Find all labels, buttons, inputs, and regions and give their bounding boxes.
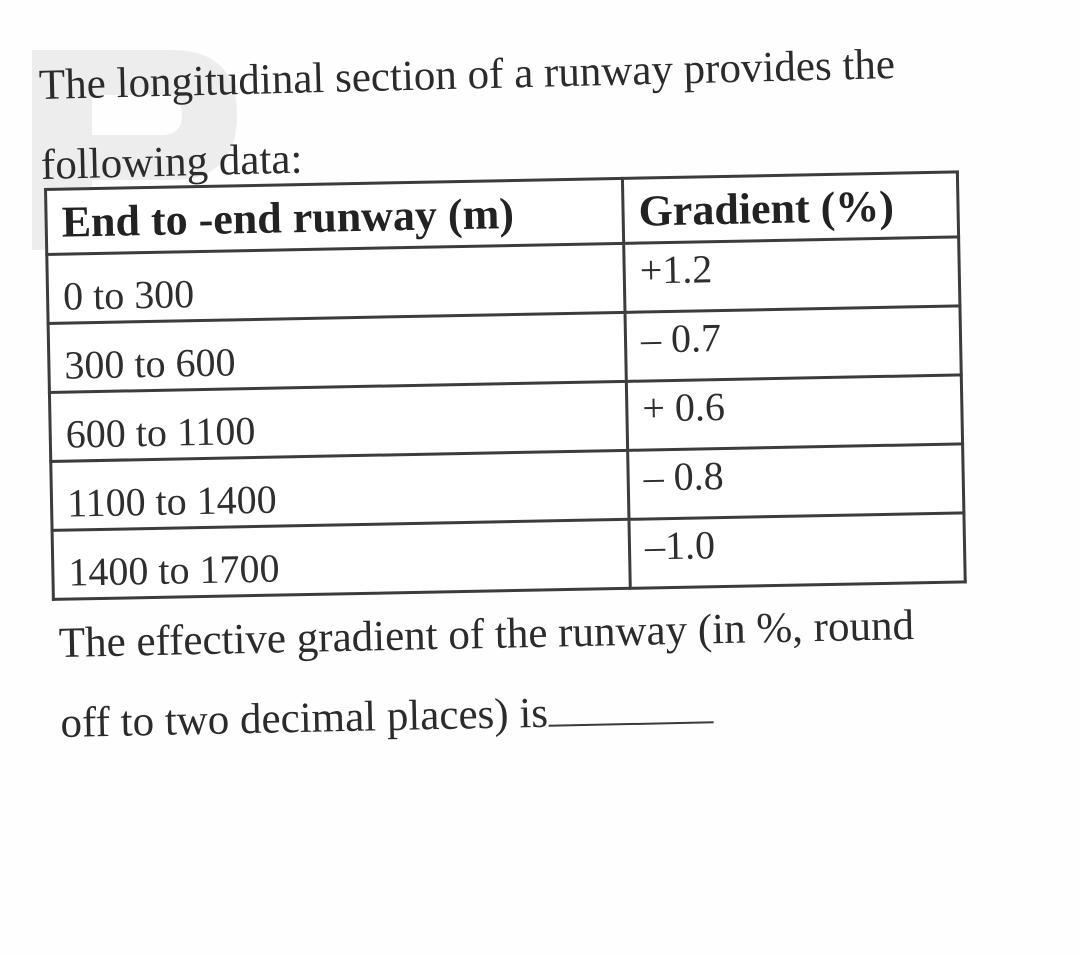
intro-line-2: following data: (40, 135, 303, 189)
question-line-2: off to two decimal places) is (60, 689, 549, 747)
gradient-cell: + 0.6 (626, 375, 962, 450)
header-runway-length: End to -end runway (m) (46, 178, 624, 254)
runway-range-cell: 300 to 600 (48, 312, 626, 392)
runway-range-cell: 0 to 300 (47, 243, 625, 323)
runway-gradient-table (44, 170, 967, 600)
answer-blank (548, 687, 714, 726)
question-line-2-wrapper (60, 666, 917, 764)
runway-range-cell: 600 to 1100 (49, 381, 627, 461)
question-paragraph (58, 586, 916, 764)
gradient-cell: – 0.8 (628, 444, 964, 519)
runway-range-cell: 1400 to 1700 (52, 519, 630, 599)
header-gradient: Gradient (%) (622, 172, 958, 243)
intro-line-1: The longitudinal section of a runway provides the (38, 41, 896, 109)
question-line-1: The effective gradient of the runway (in %, round (58, 602, 915, 667)
gradient-cell: – 0.7 (625, 306, 961, 381)
runway-range-cell: 1100 to 1400 (51, 450, 629, 530)
gradient-cell: +1.2 (624, 237, 960, 312)
gradient-cell: –1.0 (629, 513, 965, 588)
